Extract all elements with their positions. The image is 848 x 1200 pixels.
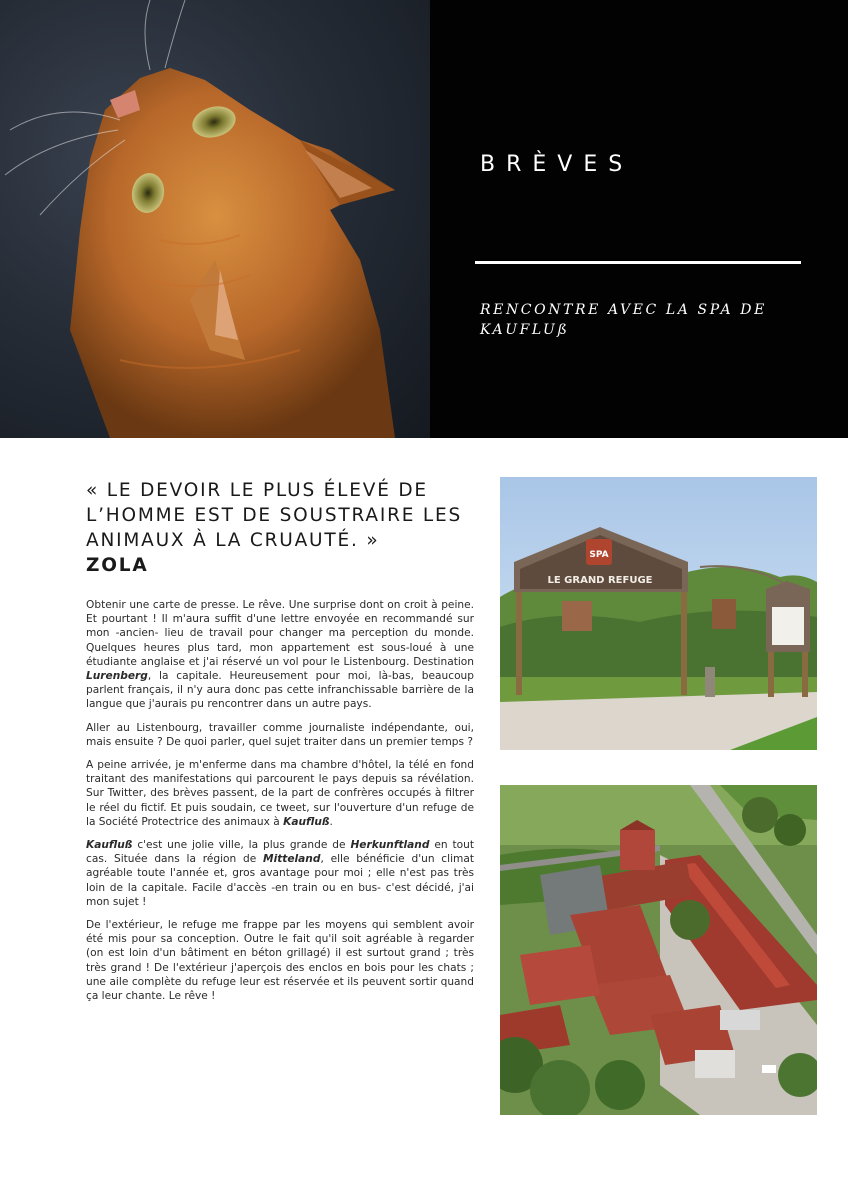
place-name: Kaufluß — [86, 839, 133, 852]
quote-author: ZOLA — [86, 555, 149, 576]
refuge-entrance-photo — [500, 477, 817, 750]
article-subtitle: RENCONTRE AVEC LA SPA DE KAUFLUß — [480, 302, 767, 338]
refuge-sign-text: LE GRAND REFUGE — [547, 575, 653, 586]
place-name: Herkunftland — [350, 839, 430, 852]
refuge-aerial-photo — [500, 785, 817, 1115]
text: Obtenir une carte de presse. Le rêve. Une surprise dont on croit à peine. Et pourtant ! Il m'aura suffit d'une lettre envoyée en recommandé sur mon -ancien- lieu de travail pour changer ma perception du monde. Quelques heures plus tard, mon appartement est sous-loué à une étudiante anglaise et j'ai réservé un vol pour le Listenbourg. Destination — [86, 599, 474, 668]
hero-banner — [0, 0, 848, 438]
paragraph-5: De l'extérieur, le refuge me frappe par les moyens qui semblent avoir été mis pour sa conception. Outre le fait qu'il soit agréable à regarder (on est loin d'un bâtiment en béton grillagé) il est surtout grand ; très très grand ! De l'extérieur j'aperçois des enclos en bois pour les chats ; une aile complète du refuge leur est réservée et ils peuvent sortir quand ça leur chante. Le rêve ! — [86, 919, 474, 1003]
place-name: Lurenberg — [86, 670, 148, 683]
paragraph-3 — [86, 758, 474, 829]
quote-text: « LE DEVOIR LE PLUS ÉLEVÉ DE L’HOMME EST DE SOUSTRAIRE LES ANIMAUX À LA CRUAUTÉ. » — [86, 480, 463, 551]
cat-photo — [0, 0, 430, 438]
title-divider — [475, 261, 801, 264]
paragraph-4 — [86, 838, 474, 909]
paragraph-1 — [86, 598, 474, 712]
title-panel — [430, 0, 848, 438]
text: en tout cas. Située dans la région de — [86, 839, 474, 866]
section-title: BRÈVES — [480, 152, 634, 177]
text: . — [329, 815, 333, 828]
text: , elle bénéficie d'un climat agréable toute l'année et, gros avantage pour moi ; elle n'est pas très loin de la capitale. Facile d'accès -en train ou en bus- c'est décidé, j'ai mon sujet ! — [86, 853, 474, 908]
text: c'est une jolie ville, la plus grande de — [132, 839, 351, 852]
text: , la capitale. Heureusement pour moi, là-bas, beaucoup parlent français, il n'y aura donc pas cette infranchissable barrière de la langue que j'aurais pu rencontrer dans un autre pays. — [86, 670, 474, 711]
place-name: Mitteland — [263, 853, 321, 866]
pull-quote — [86, 478, 486, 578]
article-body — [86, 598, 474, 1012]
text: A peine arrivée, je m'enferme dans ma chambre d'hôtel, la télé en fond traitant des manifestations qui parcourent le pays depuis sa révélation. Sur Twitter, des brèves passent, de la part de confrères occupés à filtrer le réel du fictif. Et puis soudain, ce tweet, sur l'ouverture d'un refuge de la Société Protectrice des animaux à — [86, 759, 474, 828]
paragraph-2: Aller au Listenbourg, travailler comme journaliste indépendante, oui, mais ensuite ? De quoi parler, quel sujet traiter dans un premier temps ? — [86, 721, 474, 748]
spa-logo-text: SPA — [589, 550, 609, 560]
place-name: Kaufluß — [283, 815, 330, 828]
